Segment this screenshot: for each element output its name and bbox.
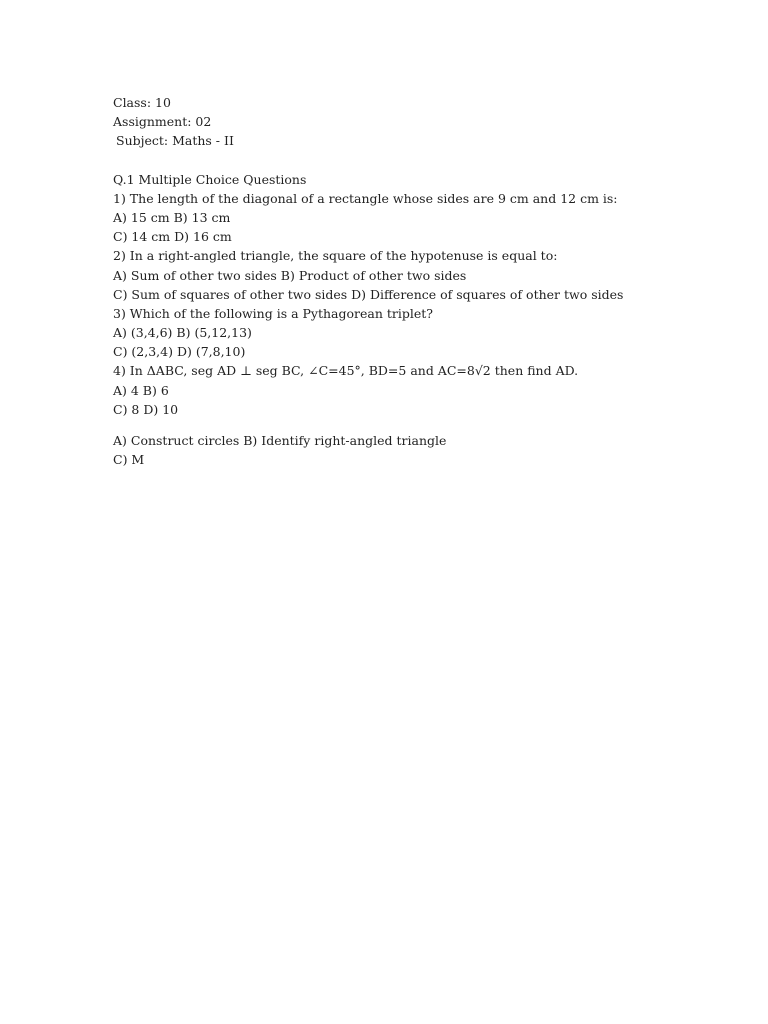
- section-heading: Q.1 Multiple Choice Questions: [113, 171, 307, 187]
- question-1: [113, 190, 713, 248]
- class-line: Class: 10: [113, 95, 171, 110]
- question-3: [113, 305, 713, 363]
- question-options-row: C) Sum of squares of other two sides D) Difference of squares of other two sides: [113, 286, 624, 302]
- trailing-options-row: A) Construct circles B) Identify right-angled triangle: [113, 433, 447, 448]
- question-options-row: C) (2,3,4) D) (7,8,10): [113, 344, 246, 360]
- question-stem: 2) In a right-angled triangle, the square of the hypotenuse is equal to:: [113, 248, 558, 264]
- question-options-row: A) (3,4,6) B) (5,12,13): [113, 325, 252, 341]
- question-options-row: C) 8 D) 10: [113, 401, 179, 417]
- question-options-row: A) Sum of other two sides B) Product of other two sides: [113, 267, 467, 283]
- document-page: [113, 94, 713, 470]
- question-section: [113, 171, 713, 420]
- subject-line: Subject: Maths - II: [116, 133, 234, 149]
- document-header: [113, 94, 713, 152]
- question-options-row: C) 14 cm D) 16 cm: [113, 229, 232, 245]
- assignment-line: Assignment: 02: [113, 114, 212, 130]
- trailing-options: [113, 432, 713, 470]
- question-options-row: A) 15 cm B) 13 cm: [113, 209, 231, 225]
- question-options-row: A) 4 B) 6: [113, 382, 169, 398]
- question-stem: 1) The length of the diagonal of a rectangle whose sides are 9 cm and 12 cm is:: [113, 190, 618, 206]
- question-stem: 3) Which of the following is a Pythagorean triplet?: [113, 305, 433, 321]
- question-4: [113, 362, 713, 420]
- question-2: [113, 247, 713, 305]
- question-stem: 4) In ΔABC, seg AD ⊥ seg BC, ∠C=45°, BD=5 and AC=8√2 then find AD.: [113, 363, 579, 379]
- trailing-options-row: C) M: [113, 452, 145, 468]
